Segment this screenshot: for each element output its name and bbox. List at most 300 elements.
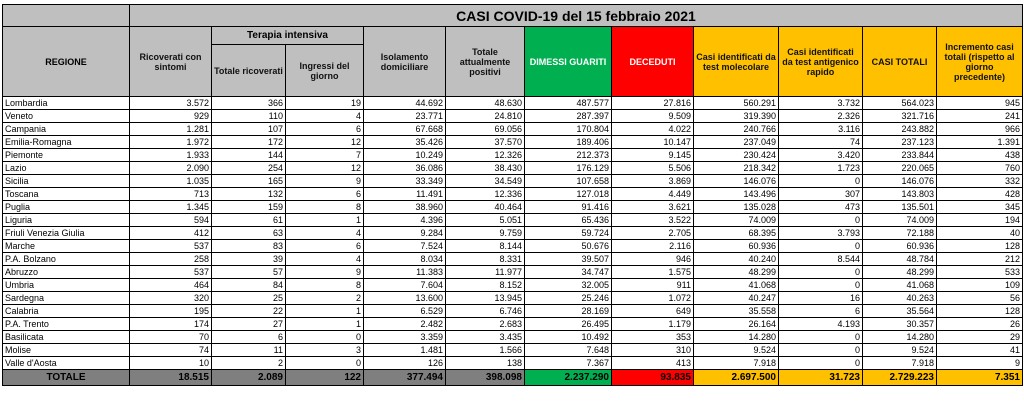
cell-antigenico: 0 [779, 344, 863, 357]
cell-dimessi: 287.397 [525, 110, 612, 123]
table-row [3, 279, 1023, 292]
table-row [3, 97, 1023, 110]
cell-deceduti: 2.116 [612, 240, 694, 253]
cell-casi-totali: 135.501 [863, 201, 937, 214]
cell-incremento: 29 [937, 331, 1023, 344]
cell-positivi: 11.977 [446, 266, 525, 279]
cell-positivi: 9.759 [446, 227, 525, 240]
cell-antigenico: 16 [779, 292, 863, 305]
cell-casi-totali: 9.524 [863, 344, 937, 357]
cell-regione: Molise [3, 344, 130, 357]
cell-positivi: 12.326 [446, 149, 525, 162]
cell-molecolare: 35.558 [694, 305, 779, 318]
cell-isolamento: 8.034 [364, 253, 446, 266]
cell-isolamento: 44.692 [364, 97, 446, 110]
cell-antigenico: 473 [779, 201, 863, 214]
cell-ricoverati: 10 [130, 357, 212, 370]
cell-totale-ricoverati: 61 [212, 214, 286, 227]
cell-molecolare: 9.524 [694, 344, 779, 357]
cell-casi-totali: 35.564 [863, 305, 937, 318]
cell-casi-totali: 30.357 [863, 318, 937, 331]
cell-isolamento: 33.349 [364, 175, 446, 188]
cell-isolamento: 1.481 [364, 344, 446, 357]
table-row [3, 136, 1023, 149]
cell-totale-ricoverati: 11 [212, 344, 286, 357]
cell-ingressi: 1 [286, 305, 364, 318]
header-ingressi: Ingressi del giorno [286, 45, 364, 97]
cell-isolamento: 36.086 [364, 162, 446, 175]
cell-positivi: 34.549 [446, 175, 525, 188]
cell-ingressi: 6 [286, 188, 364, 201]
cell-antigenico: 4.193 [779, 318, 863, 331]
cell-ricoverati: 258 [130, 253, 212, 266]
cell-ricoverati: 70 [130, 331, 212, 344]
header-terapia-intensiva: Terapia intensiva [212, 27, 364, 45]
cell-ricoverati: 3.572 [130, 97, 212, 110]
cell-ricoverati: 1.035 [130, 175, 212, 188]
cell-regione: Friuli Venezia Giulia [3, 227, 130, 240]
cell-dimessi: 91.416 [525, 201, 612, 214]
cell-incremento: 332 [937, 175, 1023, 188]
cell-positivi: 12.336 [446, 188, 525, 201]
cell-isolamento: 7.524 [364, 240, 446, 253]
cell-antigenico: 1.723 [779, 162, 863, 175]
cell-regione: Veneto [3, 110, 130, 123]
cell-ingressi: 12 [286, 136, 364, 149]
cell-antigenico: 3.420 [779, 149, 863, 162]
cell-positivi: 24.810 [446, 110, 525, 123]
header-casi-totali: CASI TOTALI [863, 27, 937, 97]
cell-molecolare: 74.009 [694, 214, 779, 227]
cell-totale-ricoverati: 39 [212, 253, 286, 266]
cell-positivi: 138 [446, 357, 525, 370]
cell-positivi: 5.051 [446, 214, 525, 227]
cell-molecolare: 48.299 [694, 266, 779, 279]
cell-deceduti: 3.869 [612, 175, 694, 188]
cell-regione: P.A. Bolzano [3, 253, 130, 266]
cell-incremento: 40 [937, 227, 1023, 240]
header-dimessi: DIMESSI GUARITI [525, 27, 612, 97]
cell-positivi: 38.430 [446, 162, 525, 175]
cell-antigenico: 8.544 [779, 253, 863, 266]
cell-antigenico: 0 [779, 214, 863, 227]
cell-molecolare: 14.280 [694, 331, 779, 344]
cell-totale-ricoverati: 144 [212, 149, 286, 162]
cell-molecolare: 135.028 [694, 201, 779, 214]
total-isolamento: 377.494 [364, 370, 446, 386]
cell-totale-ricoverati: 84 [212, 279, 286, 292]
cell-antigenico: 0 [779, 279, 863, 292]
table-row [3, 123, 1023, 136]
cell-ricoverati: 1.972 [130, 136, 212, 149]
cell-ricoverati: 1.933 [130, 149, 212, 162]
corner-cell [3, 5, 130, 27]
cell-positivi: 37.570 [446, 136, 525, 149]
cell-ricoverati: 713 [130, 188, 212, 201]
cell-deceduti: 3.621 [612, 201, 694, 214]
cell-dimessi: 32.005 [525, 279, 612, 292]
cell-ingressi: 1 [286, 214, 364, 227]
cell-positivi: 1.566 [446, 344, 525, 357]
table-row [3, 357, 1023, 370]
cell-isolamento: 38.960 [364, 201, 446, 214]
cell-dimessi: 212.373 [525, 149, 612, 162]
covid-cases-table [2, 4, 1023, 386]
cell-dimessi: 28.169 [525, 305, 612, 318]
cell-antigenico: 6 [779, 305, 863, 318]
cell-ingressi: 4 [286, 253, 364, 266]
cell-isolamento: 126 [364, 357, 446, 370]
cell-molecolare: 40.247 [694, 292, 779, 305]
cell-totale-ricoverati: 2 [212, 357, 286, 370]
cell-dimessi: 25.246 [525, 292, 612, 305]
header-incremento: Incremento casi totali (rispetto al giorno precedente) [937, 27, 1023, 97]
cell-casi-totali: 564.023 [863, 97, 937, 110]
cell-dimessi: 189.406 [525, 136, 612, 149]
cell-antigenico: 0 [779, 175, 863, 188]
cell-ingressi: 1 [286, 318, 364, 331]
cell-ingressi: 12 [286, 162, 364, 175]
cell-totale-ricoverati: 172 [212, 136, 286, 149]
cell-incremento: 26 [937, 318, 1023, 331]
table-row [3, 344, 1023, 357]
cell-totale-ricoverati: 110 [212, 110, 286, 123]
cell-deceduti: 27.816 [612, 97, 694, 110]
cell-dimessi: 50.676 [525, 240, 612, 253]
cell-totale-ricoverati: 57 [212, 266, 286, 279]
cell-casi-totali: 48.299 [863, 266, 937, 279]
cell-ingressi: 0 [286, 357, 364, 370]
cell-deceduti: 649 [612, 305, 694, 318]
cell-incremento: 128 [937, 305, 1023, 318]
cell-isolamento: 11.383 [364, 266, 446, 279]
cell-deceduti: 9.145 [612, 149, 694, 162]
cell-molecolare: 26.164 [694, 318, 779, 331]
table-row [3, 318, 1023, 331]
cell-casi-totali: 243.882 [863, 123, 937, 136]
cell-isolamento: 7.604 [364, 279, 446, 292]
cell-antigenico: 2.326 [779, 110, 863, 123]
cell-deceduti: 1.072 [612, 292, 694, 305]
cell-regione: Campania [3, 123, 130, 136]
cell-dimessi: 26.495 [525, 318, 612, 331]
cell-deceduti: 1.575 [612, 266, 694, 279]
cell-deceduti: 2.705 [612, 227, 694, 240]
cell-totale-ricoverati: 366 [212, 97, 286, 110]
cell-ingressi: 4 [286, 110, 364, 123]
table-row [3, 266, 1023, 279]
cell-ingressi: 0 [286, 331, 364, 344]
cell-molecolare: 237.049 [694, 136, 779, 149]
cell-dimessi: 107.658 [525, 175, 612, 188]
cell-totale-ricoverati: 159 [212, 201, 286, 214]
cell-ricoverati: 537 [130, 240, 212, 253]
cell-positivi: 8.144 [446, 240, 525, 253]
cell-antigenico: 0 [779, 266, 863, 279]
cell-ricoverati: 537 [130, 266, 212, 279]
table-row [3, 214, 1023, 227]
cell-totale-ricoverati: 107 [212, 123, 286, 136]
cell-molecolare: 230.424 [694, 149, 779, 162]
cell-totale-ricoverati: 22 [212, 305, 286, 318]
cell-isolamento: 11.491 [364, 188, 446, 201]
cell-casi-totali: 40.263 [863, 292, 937, 305]
table-title: CASI COVID-19 del 15 febbraio 2021 [130, 5, 1023, 27]
cell-ricoverati: 412 [130, 227, 212, 240]
cell-molecolare: 560.291 [694, 97, 779, 110]
cell-regione: Marche [3, 240, 130, 253]
cell-ricoverati: 929 [130, 110, 212, 123]
cell-ricoverati: 320 [130, 292, 212, 305]
header-molecolare: Casi identificati da test molecolare [694, 27, 779, 97]
total-molecolare: 2.697.500 [694, 370, 779, 386]
cell-ingressi: 3 [286, 344, 364, 357]
header-totale-ricoverati: Totale ricoverati [212, 45, 286, 97]
cell-ingressi: 9 [286, 266, 364, 279]
cell-dimessi: 487.577 [525, 97, 612, 110]
cell-incremento: 241 [937, 110, 1023, 123]
table-row [3, 149, 1023, 162]
cell-ingressi: 8 [286, 201, 364, 214]
cell-isolamento: 67.668 [364, 123, 446, 136]
cell-regione: Toscana [3, 188, 130, 201]
cell-ricoverati: 2.090 [130, 162, 212, 175]
table-row [3, 331, 1023, 344]
cell-incremento: 128 [937, 240, 1023, 253]
cell-ingressi: 6 [286, 123, 364, 136]
cell-incremento: 109 [937, 279, 1023, 292]
cell-molecolare: 218.342 [694, 162, 779, 175]
cell-antigenico: 307 [779, 188, 863, 201]
cell-incremento: 9 [937, 357, 1023, 370]
total-deceduti: 93.835 [612, 370, 694, 386]
cell-deceduti: 1.179 [612, 318, 694, 331]
cell-ricoverati: 594 [130, 214, 212, 227]
cell-regione: Sardegna [3, 292, 130, 305]
cell-molecolare: 40.240 [694, 253, 779, 266]
cell-regione: Sicilia [3, 175, 130, 188]
cell-deceduti: 353 [612, 331, 694, 344]
cell-antigenico: 3.116 [779, 123, 863, 136]
cell-dimessi: 59.724 [525, 227, 612, 240]
cell-antigenico: 3.732 [779, 97, 863, 110]
cell-molecolare: 41.068 [694, 279, 779, 292]
cell-ricoverati: 74 [130, 344, 212, 357]
cell-molecolare: 146.076 [694, 175, 779, 188]
cell-totale-ricoverati: 165 [212, 175, 286, 188]
cell-regione: Umbria [3, 279, 130, 292]
cell-incremento: 212 [937, 253, 1023, 266]
total-incremento: 7.351 [937, 370, 1023, 386]
cell-casi-totali: 233.844 [863, 149, 937, 162]
cell-regione: Basilicata [3, 331, 130, 344]
cell-regione: Liguria [3, 214, 130, 227]
cell-molecolare: 60.936 [694, 240, 779, 253]
cell-totale-ricoverati: 25 [212, 292, 286, 305]
cell-positivi: 3.435 [446, 331, 525, 344]
cell-regione: Lombardia [3, 97, 130, 110]
totals-row [3, 370, 1023, 386]
cell-regione: Piemonte [3, 149, 130, 162]
total-antigenico: 31.723 [779, 370, 863, 386]
cell-positivi: 69.056 [446, 123, 525, 136]
table-row [3, 305, 1023, 318]
cell-deceduti: 3.522 [612, 214, 694, 227]
cell-dimessi: 10.492 [525, 331, 612, 344]
cell-antigenico: 0 [779, 357, 863, 370]
cell-ingressi: 2 [286, 292, 364, 305]
cell-deceduti: 10.147 [612, 136, 694, 149]
cell-casi-totali: 143.803 [863, 188, 937, 201]
cell-casi-totali: 14.280 [863, 331, 937, 344]
cell-ricoverati: 195 [130, 305, 212, 318]
cell-incremento: 533 [937, 266, 1023, 279]
cell-casi-totali: 321.716 [863, 110, 937, 123]
cell-ingressi: 6 [286, 240, 364, 253]
cell-antigenico: 0 [779, 240, 863, 253]
cell-molecolare: 143.496 [694, 188, 779, 201]
cell-isolamento: 2.482 [364, 318, 446, 331]
cell-positivi: 6.746 [446, 305, 525, 318]
cell-isolamento: 35.426 [364, 136, 446, 149]
cell-positivi: 13.945 [446, 292, 525, 305]
cell-dimessi: 176.129 [525, 162, 612, 175]
total-totale-ricoverati: 2.089 [212, 370, 286, 386]
cell-dimessi: 34.747 [525, 266, 612, 279]
cell-incremento: 194 [937, 214, 1023, 227]
cell-totale-ricoverati: 27 [212, 318, 286, 331]
cell-incremento: 438 [937, 149, 1023, 162]
cell-dimessi: 7.367 [525, 357, 612, 370]
cell-casi-totali: 60.936 [863, 240, 937, 253]
cell-deceduti: 4.449 [612, 188, 694, 201]
cell-casi-totali: 74.009 [863, 214, 937, 227]
table-row [3, 201, 1023, 214]
total-dimessi: 2.237.290 [525, 370, 612, 386]
cell-dimessi: 127.018 [525, 188, 612, 201]
cell-totale-ricoverati: 6 [212, 331, 286, 344]
cell-positivi: 2.683 [446, 318, 525, 331]
cell-isolamento: 13.600 [364, 292, 446, 305]
cell-antigenico: 0 [779, 331, 863, 344]
cell-positivi: 40.464 [446, 201, 525, 214]
cell-dimessi: 39.507 [525, 253, 612, 266]
cell-totale-ricoverati: 132 [212, 188, 286, 201]
total-casi-totali: 2.729.223 [863, 370, 937, 386]
cell-regione: Valle d'Aosta [3, 357, 130, 370]
cell-casi-totali: 146.076 [863, 175, 937, 188]
cell-regione: Emilia-Romagna [3, 136, 130, 149]
cell-deceduti: 9.509 [612, 110, 694, 123]
cell-ingressi: 9 [286, 175, 364, 188]
header-antigenico: Casi identificati da test antigenico rapido [779, 27, 863, 97]
cell-molecolare: 68.395 [694, 227, 779, 240]
cell-molecolare: 319.390 [694, 110, 779, 123]
cell-regione: Puglia [3, 201, 130, 214]
cell-positivi: 8.331 [446, 253, 525, 266]
cell-casi-totali: 72.188 [863, 227, 937, 240]
cell-positivi: 8.152 [446, 279, 525, 292]
cell-ingressi: 19 [286, 97, 364, 110]
cell-deceduti: 413 [612, 357, 694, 370]
header-isolamento: Isolamento domiciliare [364, 27, 446, 97]
total-regione: TOTALE [3, 370, 130, 386]
cell-deceduti: 911 [612, 279, 694, 292]
cell-isolamento: 9.284 [364, 227, 446, 240]
cell-ingressi: 4 [286, 227, 364, 240]
cell-deceduti: 5.506 [612, 162, 694, 175]
cell-ricoverati: 174 [130, 318, 212, 331]
cell-dimessi: 65.436 [525, 214, 612, 227]
cell-antigenico: 3.793 [779, 227, 863, 240]
cell-deceduti: 310 [612, 344, 694, 357]
cell-totale-ricoverati: 63 [212, 227, 286, 240]
cell-regione: Calabria [3, 305, 130, 318]
cell-deceduti: 4.022 [612, 123, 694, 136]
cell-molecolare: 7.918 [694, 357, 779, 370]
cell-totale-ricoverati: 83 [212, 240, 286, 253]
cell-ricoverati: 1.345 [130, 201, 212, 214]
cell-isolamento: 23.771 [364, 110, 446, 123]
cell-casi-totali: 41.068 [863, 279, 937, 292]
cell-regione: P.A. Trento [3, 318, 130, 331]
cell-positivi: 48.630 [446, 97, 525, 110]
cell-isolamento: 4.396 [364, 214, 446, 227]
table-row [3, 253, 1023, 266]
cell-casi-totali: 48.784 [863, 253, 937, 266]
table-row [3, 227, 1023, 240]
cell-dimessi: 7.648 [525, 344, 612, 357]
header-positivi: Totale attualmente positivi [446, 27, 525, 97]
table-row [3, 175, 1023, 188]
cell-incremento: 345 [937, 201, 1023, 214]
total-ricoverati: 18.515 [130, 370, 212, 386]
cell-incremento: 56 [937, 292, 1023, 305]
cell-incremento: 41 [937, 344, 1023, 357]
table-row [3, 110, 1023, 123]
cell-incremento: 945 [937, 97, 1023, 110]
cell-isolamento: 3.359 [364, 331, 446, 344]
cell-molecolare: 240.766 [694, 123, 779, 136]
cell-ricoverati: 1.281 [130, 123, 212, 136]
cell-casi-totali: 237.123 [863, 136, 937, 149]
cell-totale-ricoverati: 254 [212, 162, 286, 175]
cell-ricoverati: 464 [130, 279, 212, 292]
table-row [3, 162, 1023, 175]
cell-ingressi: 7 [286, 149, 364, 162]
cell-regione: Abruzzo [3, 266, 130, 279]
cell-antigenico: 74 [779, 136, 863, 149]
cell-deceduti: 946 [612, 253, 694, 266]
cell-incremento: 428 [937, 188, 1023, 201]
table-row [3, 188, 1023, 201]
total-positivi: 398.098 [446, 370, 525, 386]
cell-ingressi: 8 [286, 279, 364, 292]
cell-isolamento: 6.529 [364, 305, 446, 318]
cell-incremento: 1.391 [937, 136, 1023, 149]
total-ingressi: 122 [286, 370, 364, 386]
header-deceduti: DECEDUTI [612, 27, 694, 97]
cell-casi-totali: 220.065 [863, 162, 937, 175]
cell-dimessi: 170.804 [525, 123, 612, 136]
table-row [3, 240, 1023, 253]
cell-casi-totali: 7.918 [863, 357, 937, 370]
cell-incremento: 966 [937, 123, 1023, 136]
header-regione: REGIONE [3, 27, 130, 97]
cell-incremento: 760 [937, 162, 1023, 175]
cell-regione: Lazio [3, 162, 130, 175]
header-ricoverati: Ricoverati con sintomi [130, 27, 212, 97]
